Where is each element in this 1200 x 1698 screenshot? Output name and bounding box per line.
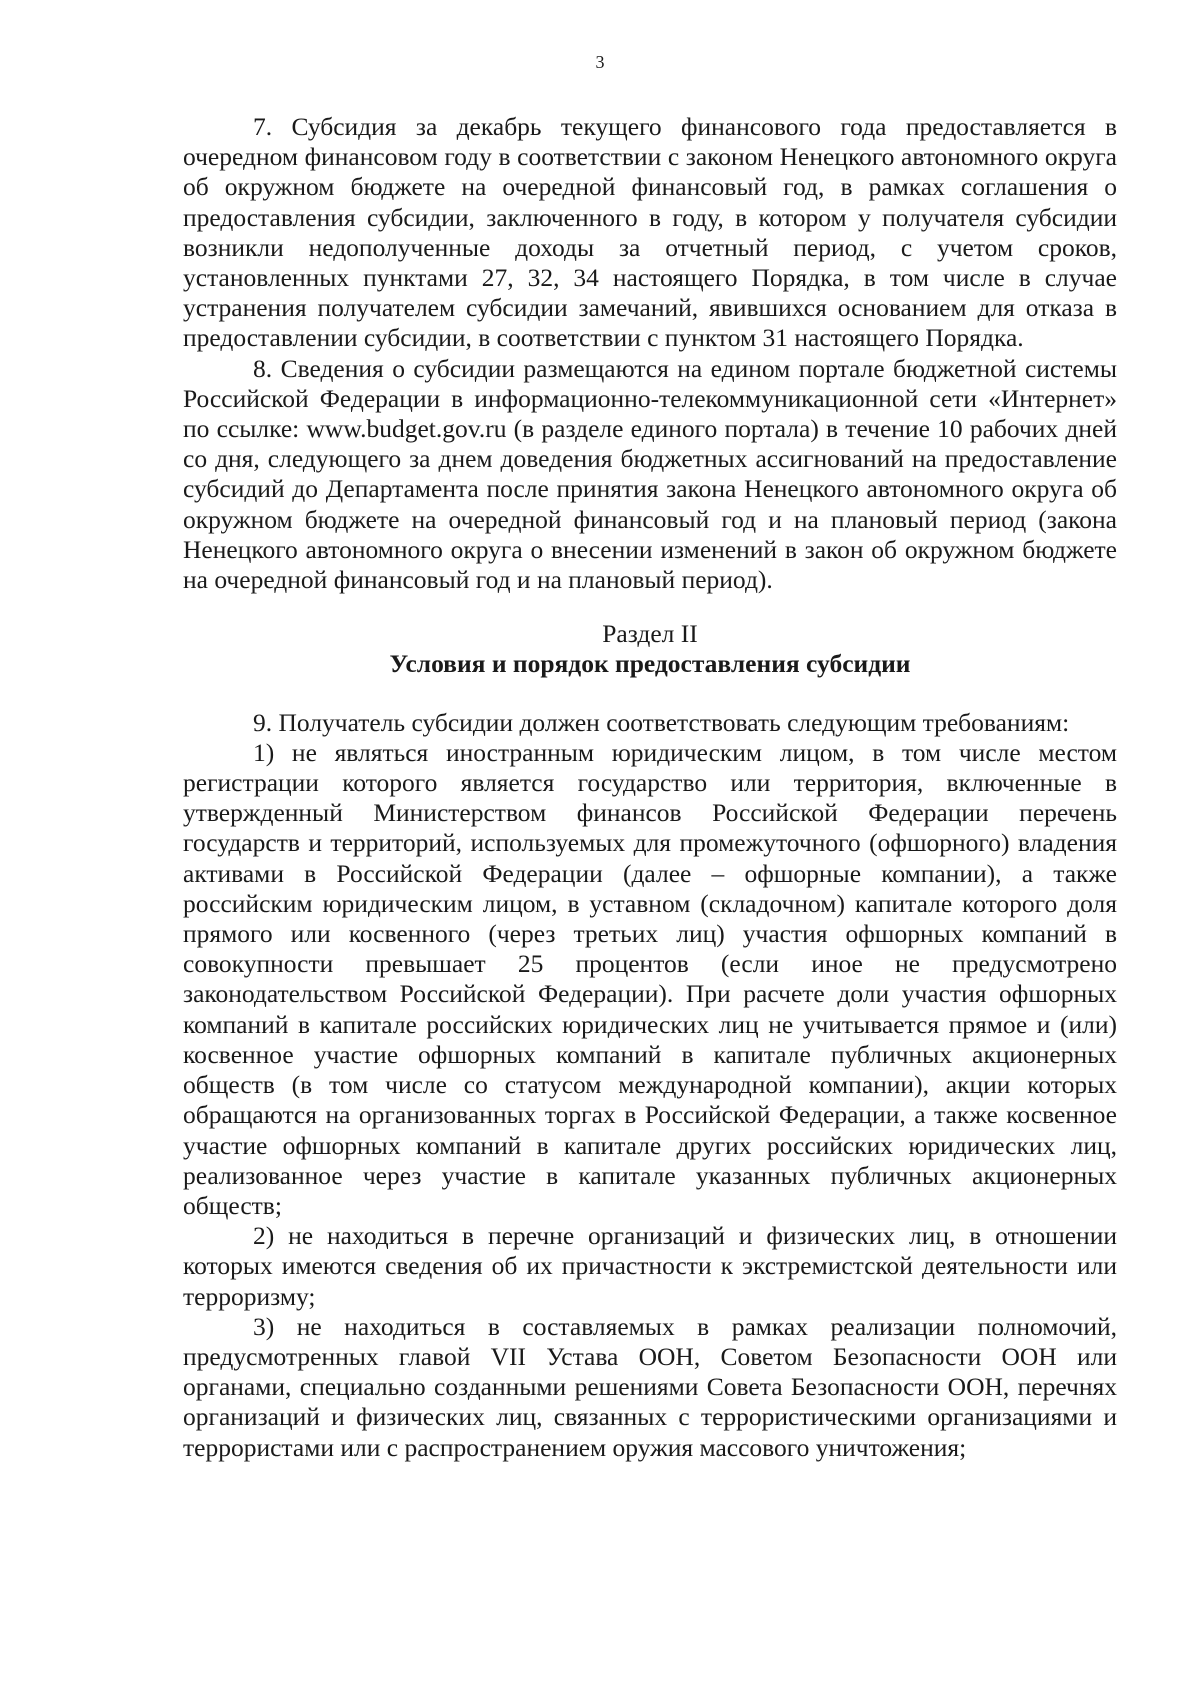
paragraph-7: 7. Субсидия за декабрь текущего финансового года предоставляется в очередном финансовом году в соответствии с законом Ненецкого автономного округа об окружном бюджете на очередной финансовый год, в рамках соглашения о предоставления субсидии, заключенного в году, в котором у получателя субсидии возникли недополученные доходы за отчетный период, с учетом сроков, установленных пунктами 27, 32, 34 настоящего Порядка, в том числе в случае устранения получателем субсидии замечаний, явившихся основанием для отказа в предоставлении субсидии, в соответствии с пунктом 31 настоящего Порядка.: [183, 112, 1117, 353]
paragraph-9-item-1: 1) не являться иностранным юридическим лицом, в том числе местом регистрации которого является государство или территория, включенные в утвержденный Министерством финансов Российской Федерации перечень государств и территорий, используемых для промежуточного (офшорного) владения активами в Российской Федерации (далее – офшорные компании), а также российским юридическим лицом, в уставном (складочном) капитале которого доля прямого или косвенного (через третьих лиц) участия офшорных компаний в совокупности превышает 25 процентов (если иное не предусмотрено законодательством Российской Федерации). При расчете доли участия офшорных компаний в капитале российских юридических лиц не учитывается прямое и (или) косвенное участие офшорных компаний в капитале публичных акционерных обществ (в том числе со статусом международной компании), акции которых обращаются на организованных торгах в Российской Федерации, а также косвенное участие офшорных компаний в капитале других российских юридических лиц, реализованное через участие в капитале указанных публичных акционерных обществ;: [183, 737, 1117, 1220]
section-heading: [183, 619, 1117, 679]
section-title: Условия и порядок предоставления субсидии: [389, 649, 911, 679]
section-number: Раздел II: [602, 619, 698, 649]
paragraph-9-item-2: 2) не находиться в перечне организаций и физических лиц, в отношении которых имеются сведения об их причастности к экстремистской деятельности или терроризму;: [183, 1221, 1117, 1311]
page-number: 3: [595, 52, 605, 72]
paragraph-8: 8. Сведения о субсидии размещаются на едином портале бюджетной системы Российской Федерации в информационно-телекоммуникационной сети «Интернет» по ссылке: www.budget.gov.ru (в разделе единого портала) в течение 10 рабочих дней со дня, следующего за днем доведения бюджетных ассигнований на предоставление субсидий до Департамента после принятия закона Ненецкого автономного округа об окружном бюджете на очередной финансовый год и на плановый период (закона Ненецкого автономного округа о внесении изменений в закон об окружном бюджете на очередной финансовый год и на плановый период).: [183, 353, 1117, 595]
paragraph-9-item-3: 3) не находиться в составляемых в рамках реализации полномочий, предусмотренных главой VII Устава ООН, Советом Безопасности ООН или органами, специально созданными решениями Совета Безопасности ООН, перечнях организаций и физических лиц, связанных с террористическими организациями и террористами или с распространением оружия массового уничтожения;: [183, 1311, 1117, 1462]
document-body: [183, 112, 1117, 1463]
paragraph-9: 9. Получатель субсидии должен соответствовать следующим требованиям:: [253, 707, 1070, 737]
